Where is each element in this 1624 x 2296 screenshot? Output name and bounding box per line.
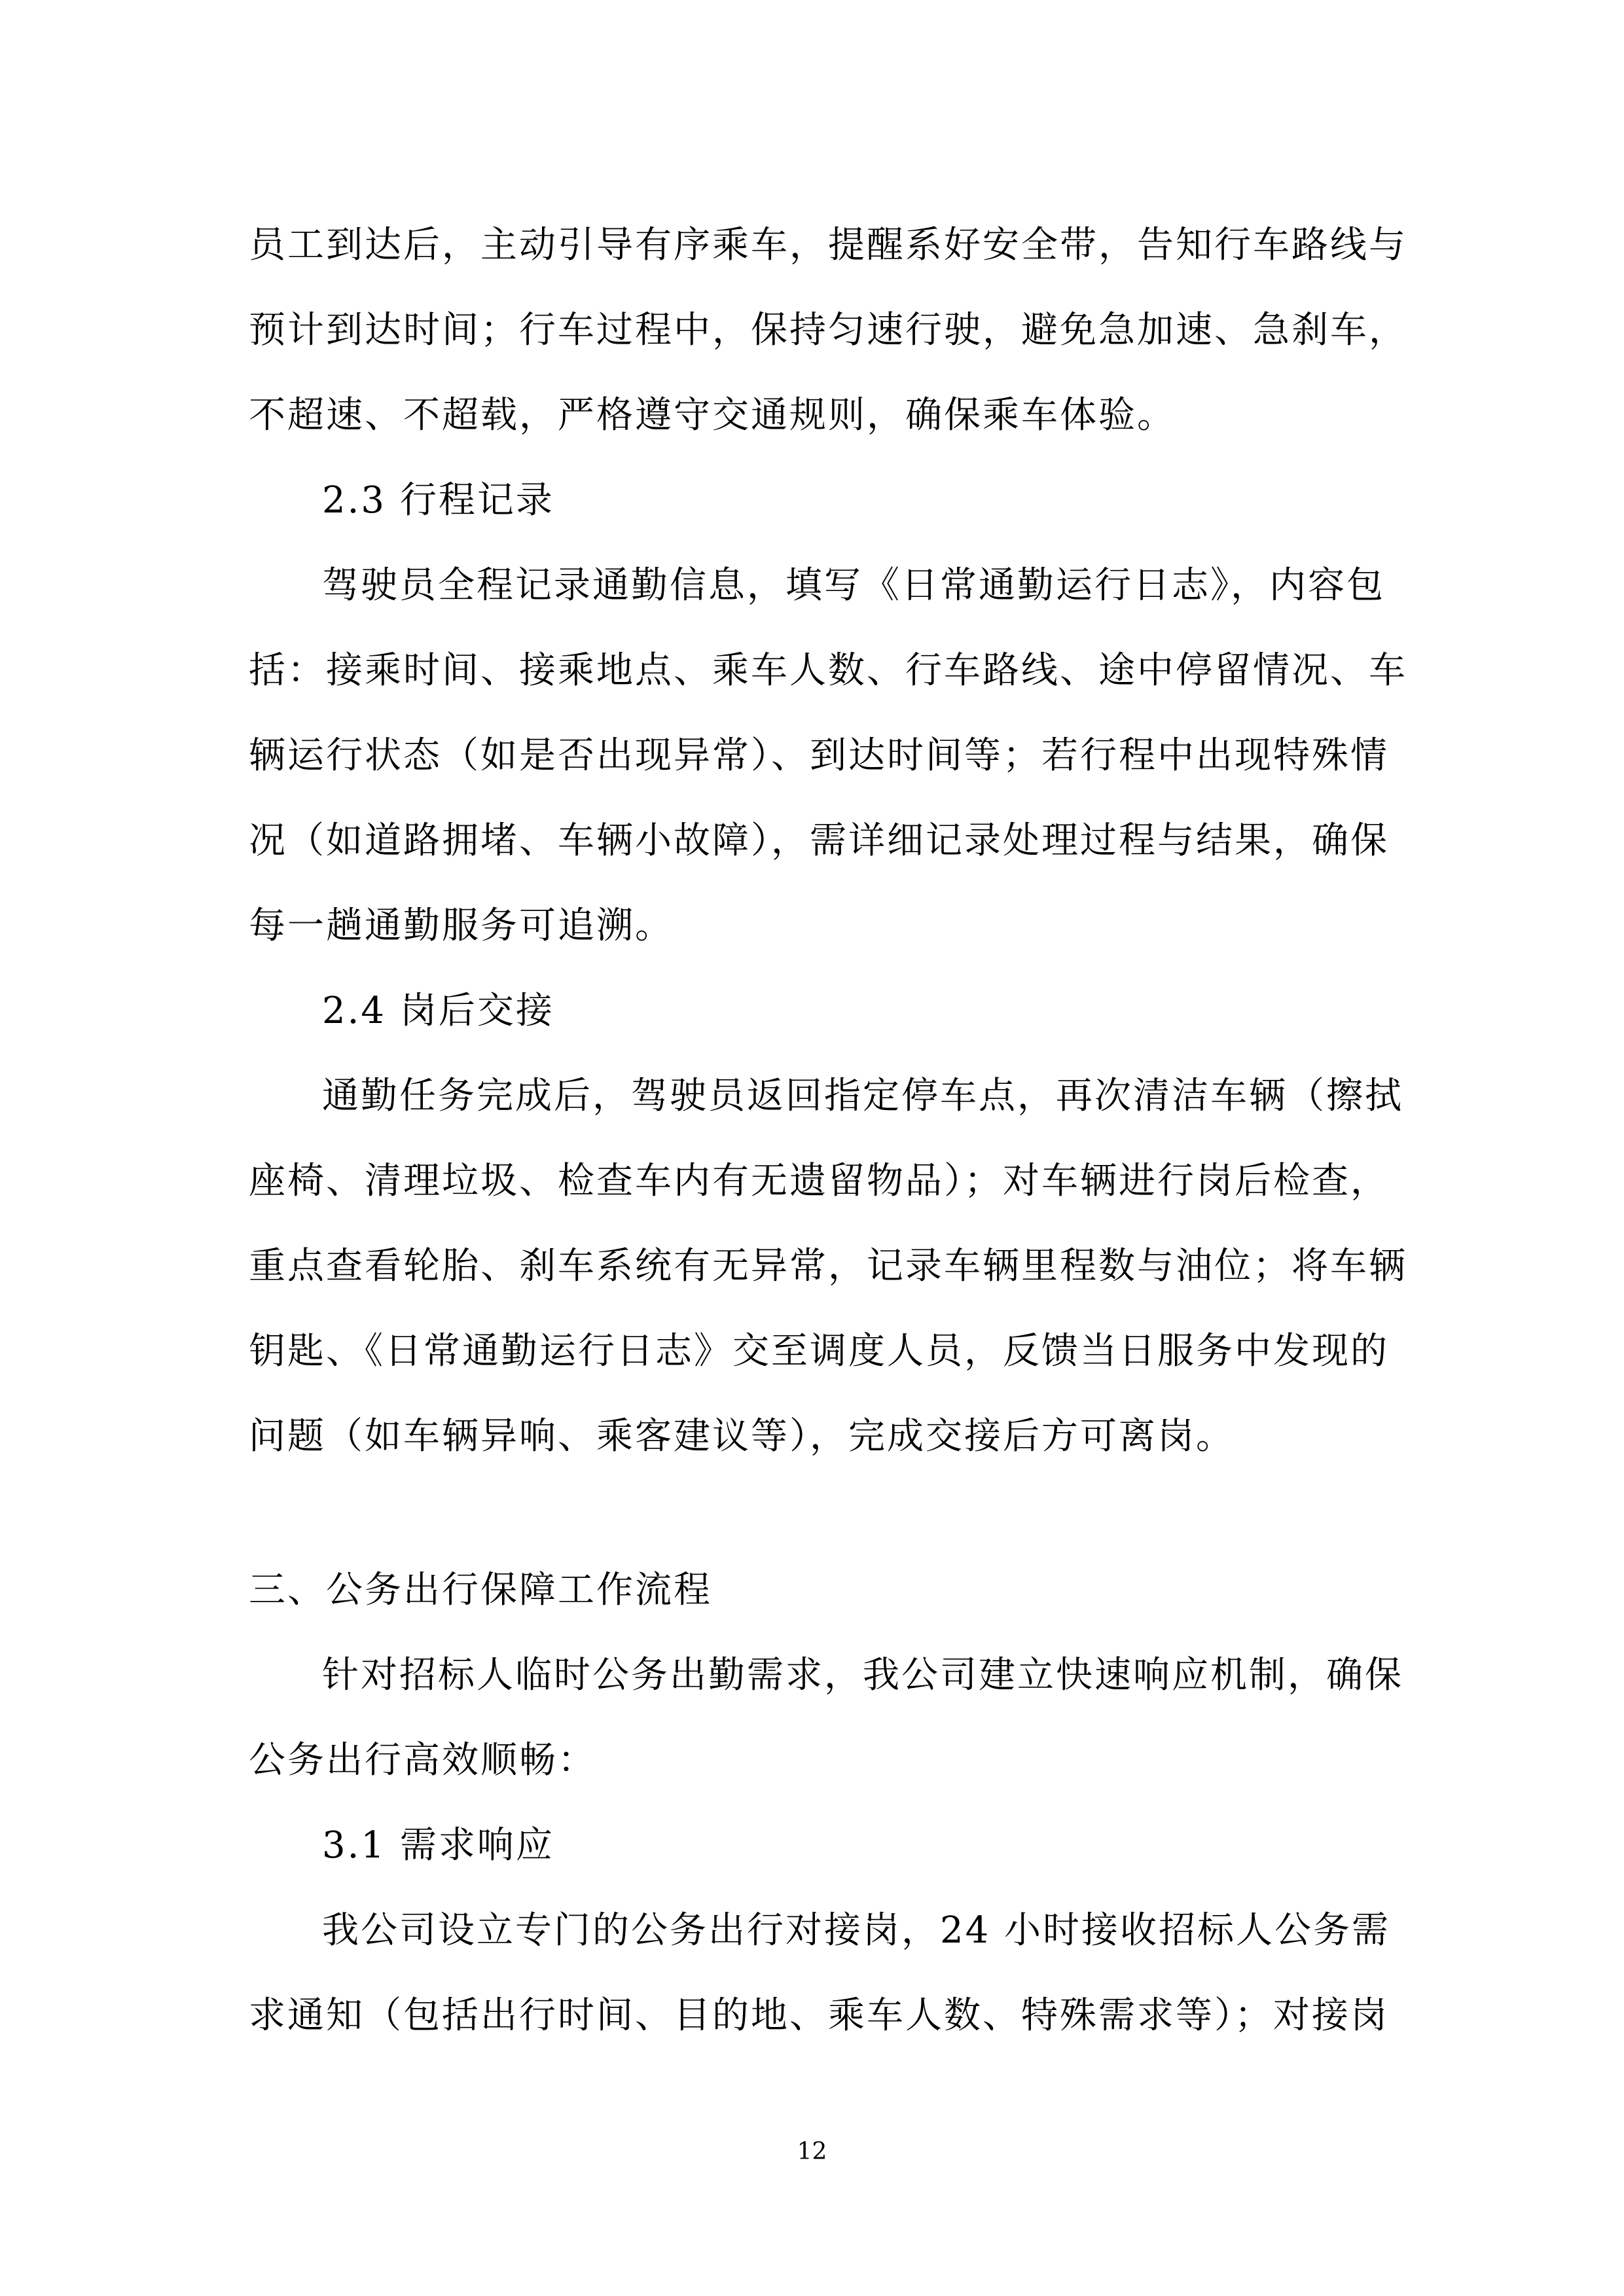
text-line: 公务出行高效顺畅： (249, 1739, 596, 1782)
text-line: 括：接乘时间、接乘地点、乘车人数、行车路线、途中停留情况、车 (249, 649, 1407, 692)
section-3-1-paragraph (249, 1888, 1391, 2058)
text-line: 求通知（包括出行时间、目的地、乘车人数、特殊需求等）；对接岗 (249, 1994, 1389, 2037)
text-line: 我公司设立专门的公务出行对接岗，24 小时接收招标人公务需 (322, 1909, 1391, 1952)
text-line: 钥匙、《日常通勤运行日志》交至调度人员，反馈当日服务中发现的 (249, 1330, 1389, 1372)
text-line: 不超速、不超载，严格遵守交通规则，确保乘车体验。 (249, 394, 1176, 437)
text-line: 员工到达后，主动引导有序乘车，提醒系好安全带，告知行车路线与 (249, 224, 1407, 266)
section-2-4-paragraph (249, 1054, 1407, 1479)
section-2-3-heading (249, 458, 1388, 543)
section-2-4-heading (249, 969, 1388, 1054)
section-heading: 三、公务出行保障工作流程 (249, 1569, 712, 1611)
section-3-heading (249, 1548, 1388, 1633)
section-2-3-paragraph (249, 543, 1407, 969)
section-3-1-heading (249, 1803, 1388, 1888)
text-line: 每一趟通勤服务可追溯。 (249, 905, 674, 947)
paragraph-continuation (249, 203, 1407, 458)
text-line: 辆运行状态（如是否出现异常）、到达时间等；若行程中出现特殊情 (249, 734, 1389, 777)
text-line: 重点查看轮胎、刹车系统有无异常，记录车辆里程数与油位；将车辆 (249, 1245, 1407, 1287)
page-number: 12 (797, 2138, 827, 2165)
text-line: 况（如道路拥堵、车辆小故障），需详细记录处理过程与结果，确保 (249, 819, 1389, 862)
text-line: 座椅、清理垃圾、检查车内有无遗留物品）；对车辆进行岗后检查， (249, 1160, 1389, 1202)
text-line: 问题（如车辆异响、乘客建议等），完成交接后方可离岗。 (249, 1415, 1235, 1458)
section-3-intro (249, 1633, 1403, 1803)
sub-heading: 2.3 行程记录 (322, 479, 554, 522)
sub-heading: 3.1 需求响应 (322, 1824, 554, 1867)
sub-heading: 2.4 岗后交接 (322, 990, 554, 1032)
text-line: 驾驶员全程记录通勤信息，填写《日常通勤运行日志》，内容包 (322, 564, 1385, 607)
text-line: 预计到达时间；行车过程中，保持匀速行驶，避免急加速、急刹车， (249, 309, 1407, 351)
text-line: 通勤任务完成后，驾驶员返回指定停车点，再次清洁车辆（擦拭 (322, 1075, 1403, 1117)
text-line: 针对招标人临时公务出勤需求，我公司建立快速响应机制，确保 (322, 1654, 1403, 1696)
